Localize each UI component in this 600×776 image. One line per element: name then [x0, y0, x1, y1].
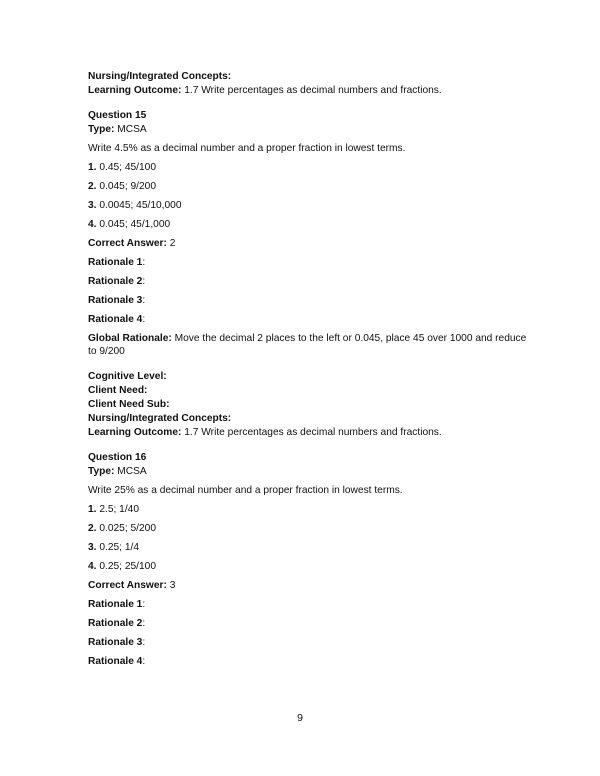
question-15-title: Question 15: [88, 110, 147, 121]
question-15-cognitive-level: Cognitive Level:: [88, 371, 167, 382]
question-16-option-1: 1. 2.5; 1/40: [88, 504, 139, 515]
learning-outcome-line: Learning Outcome: 1.7 Write percentages as decimal numbers and fractions.: [88, 85, 442, 96]
question-16-option-2: 2. 0.025; 5/200: [88, 523, 156, 534]
question-15-rationale-3: Rationale 3:: [88, 295, 146, 306]
question-16-rationale-3: Rationale 3:: [88, 637, 146, 648]
question-16-type: Type: MCSA: [88, 466, 147, 477]
question-15-option-1: 1. 0.45; 45/100: [88, 162, 156, 173]
question-16-rationale-2: Rationale 2:: [88, 618, 146, 629]
question-15-type: Type: MCSA: [88, 124, 147, 135]
question-15-learning-outcome: Learning Outcome: 1.7 Write percentages as decimal numbers and fractions.: [88, 427, 442, 438]
page-content: [88, 70, 528, 674]
question-16-option-4: 4. 0.25; 25/100: [88, 561, 156, 572]
page-number: 9: [297, 712, 303, 724]
question-16-rationale-4: Rationale 4:: [88, 656, 146, 667]
question-15-rationale-2: Rationale 2:: [88, 276, 146, 287]
question-16-title: Question 16: [88, 452, 147, 463]
question-15-nursing-concepts: Nursing/Integrated Concepts:: [88, 413, 232, 424]
question-15-correct-answer: Correct Answer: 2: [88, 238, 176, 249]
question-15-rationale-1: Rationale 1:: [88, 257, 146, 268]
question-16-option-3: 3. 0.25; 1/4: [88, 542, 139, 553]
question-16-correct-answer: Correct Answer: 3: [88, 580, 176, 591]
question-16-prompt: Write 25% as a decimal number and a proper fraction in lowest terms.: [88, 485, 403, 496]
question-15-prompt: Write 4.5% as a decimal number and a proper fraction in lowest terms.: [88, 143, 406, 154]
question-15-client-need-sub: Client Need Sub:: [88, 399, 170, 410]
question-15-option-2: 2. 0.045; 9/200: [88, 181, 156, 192]
question-15-client-need: Client Need:: [88, 385, 148, 396]
question-15-option-4: 4. 0.045; 45/1,000: [88, 219, 171, 230]
nursing-concepts-line: Nursing/Integrated Concepts:: [88, 71, 232, 82]
question-15-option-3: 3. 0.0045; 45/10,000: [88, 200, 182, 211]
question-15-rationale-4: Rationale 4:: [88, 314, 146, 325]
question-15-global-rationale: Global Rationale: Move the decimal 2 places to the left or 0.045, place 45 over 1000 and reduce to 9/200: [88, 333, 527, 357]
question-16-rationale-1: Rationale 1:: [88, 599, 146, 610]
